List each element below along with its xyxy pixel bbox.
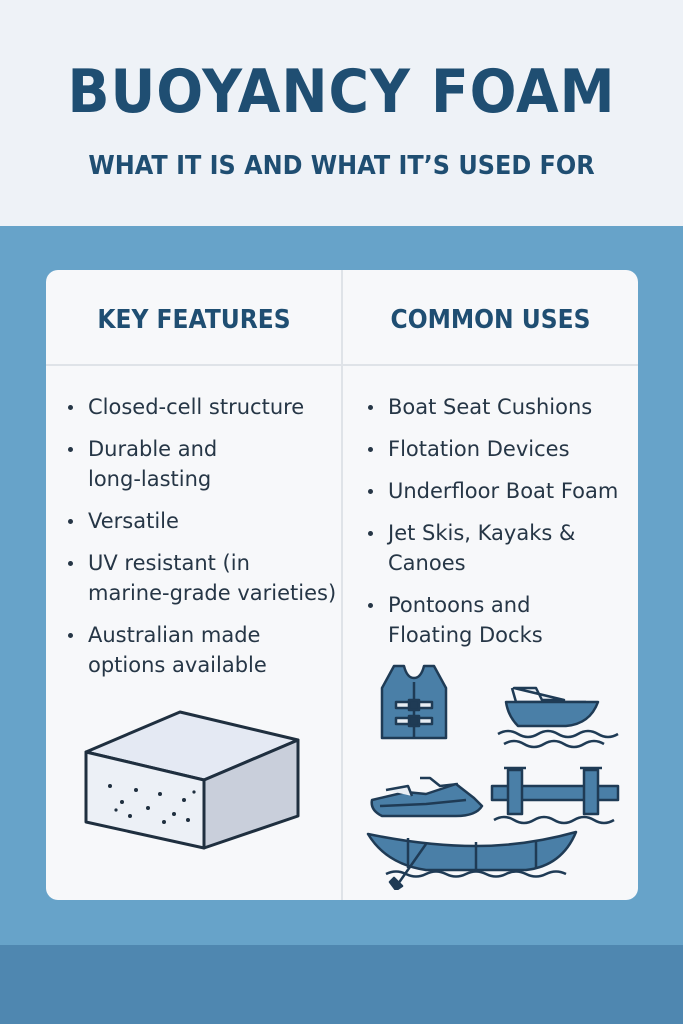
bullet-icon xyxy=(68,633,73,638)
header xyxy=(0,0,683,226)
common-uses-list xyxy=(368,392,630,662)
water-strip xyxy=(0,945,683,1024)
list-item: Versatile xyxy=(68,506,338,536)
list-item: Australian made options available xyxy=(68,620,338,680)
bullet-icon xyxy=(368,447,373,452)
life-jacket-icon xyxy=(382,666,446,738)
foam-block-icon xyxy=(76,710,326,850)
bullet-icon xyxy=(368,531,373,536)
bullet-icon xyxy=(68,561,73,566)
list-item: Underfloor Boat Foam xyxy=(368,476,630,506)
dock-icon xyxy=(492,768,618,823)
page-subtitle: WHAT IT IS AND WHAT IT’S USED FOR xyxy=(88,151,595,181)
bullet-icon xyxy=(368,489,373,494)
info-card xyxy=(46,270,638,900)
bullet-icon xyxy=(368,405,373,410)
list-item: Closed-cell structure xyxy=(68,392,338,422)
bullet-icon xyxy=(68,405,73,410)
uses-icons xyxy=(366,660,636,890)
jet-ski-icon xyxy=(372,778,482,816)
bullet-icon xyxy=(368,603,373,608)
bullet-icon xyxy=(68,447,73,452)
list-item: Durable and long-lasting xyxy=(68,434,338,494)
list-item: Pontoons and Floating Docks xyxy=(368,590,630,650)
list-item: UV resistant (in marine-grade varieties) xyxy=(68,548,338,608)
list-item: Flotation Devices xyxy=(368,434,630,464)
boat-icon xyxy=(498,688,618,747)
page-title: BUOYANCY FOAM xyxy=(67,57,616,127)
list-item: Jet Skis, Kayaks & Canoes xyxy=(368,518,630,578)
list-item: Boat Seat Cushions xyxy=(368,392,630,422)
key-features-list xyxy=(68,392,338,692)
common-uses-heading: COMMON USES xyxy=(390,305,591,335)
header-divider xyxy=(46,364,638,366)
bullet-icon xyxy=(68,519,73,524)
key-features-heading: KEY FEATURES xyxy=(97,305,291,335)
canoe-icon xyxy=(368,832,576,890)
